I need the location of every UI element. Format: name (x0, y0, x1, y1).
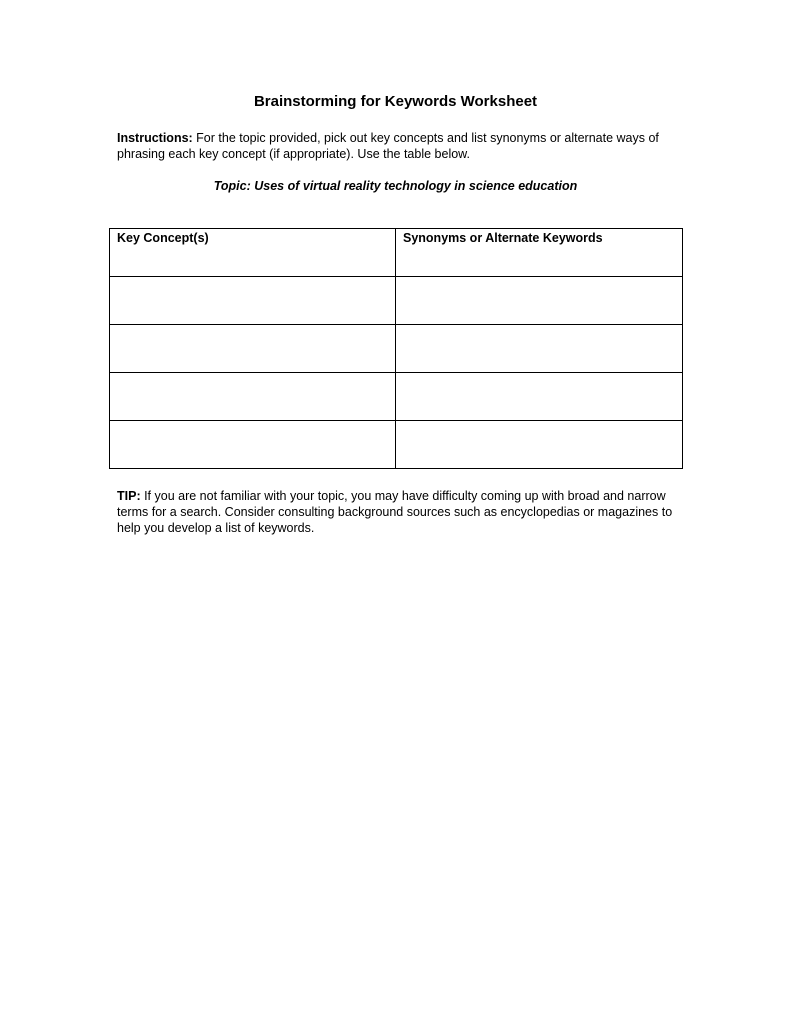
synonym-cell (396, 325, 683, 373)
table-row (110, 373, 683, 421)
header-synonyms-label: Synonyms or Alternate Keywords (403, 231, 603, 245)
worksheet-title: Brainstorming for Keywords Worksheet (253, 93, 538, 110)
key-concept-cell (110, 277, 396, 325)
table-header-row (110, 229, 683, 277)
instructions-text: For the topic provided, pick out key concepts and list synonyms or alternate ways of phrasing each key concept (if appropriate). Use the table below. (117, 131, 659, 161)
table-row (110, 325, 683, 373)
table-row (110, 277, 683, 325)
tip-paragraph (117, 488, 677, 536)
header-key-concepts (110, 229, 396, 277)
key-concept-cell (110, 421, 396, 469)
synonym-cell (396, 277, 683, 325)
tip-text: If you are not familiar with your topic, you may have difficulty coming up with broad and narrow terms for a search. Consider consulting background sources such as encyclopedias or magazines to help you develop a list of keywords. (117, 489, 673, 535)
synonym-cell (396, 373, 683, 421)
tip-label: TIP: (117, 489, 141, 503)
synonym-cell (396, 421, 683, 469)
topic-line: Topic: Uses of virtual reality technology in science education (213, 179, 578, 193)
keywords-table (109, 228, 683, 469)
header-synonyms (396, 229, 683, 277)
key-concept-cell (110, 373, 396, 421)
key-concept-cell (110, 325, 396, 373)
instructions-paragraph (117, 130, 677, 162)
table-row (110, 421, 683, 469)
instructions-label: Instructions: (117, 131, 193, 145)
header-key-concepts-label: Key Concept(s) (117, 231, 209, 245)
